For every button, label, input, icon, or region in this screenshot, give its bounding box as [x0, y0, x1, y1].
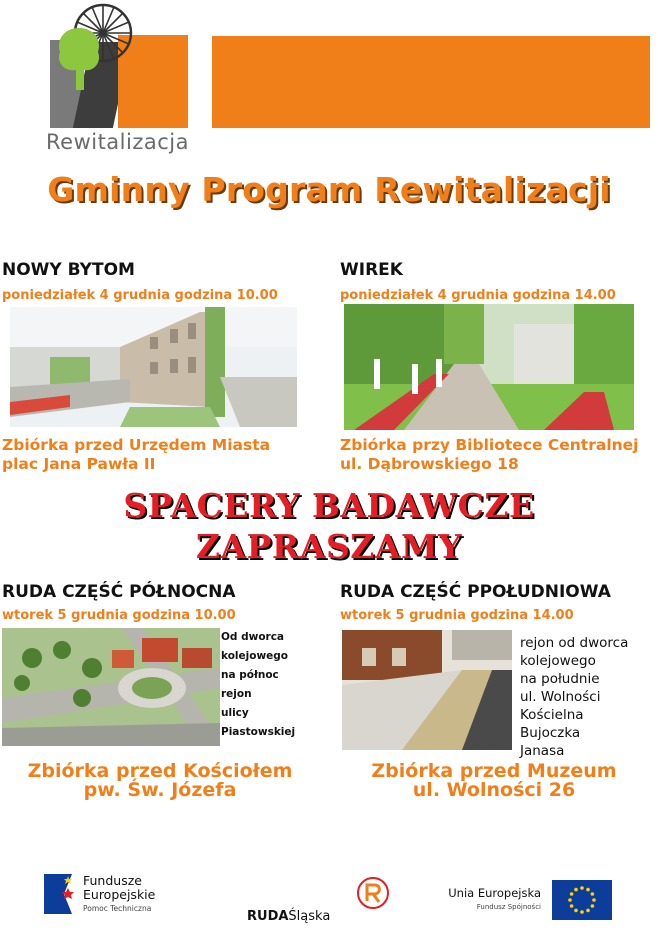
route-line: ulicy	[221, 707, 249, 719]
city-name-rest: Śląska	[288, 909, 331, 924]
event-banner-line1: SPACERY BADAWCZE	[123, 486, 535, 525]
fe-subline: Pomoc Techniczna	[83, 904, 152, 913]
city-name-bold: RUDA	[247, 909, 289, 924]
fe-line: Fundusze	[83, 873, 142, 888]
route-line: Od dworca	[221, 631, 285, 643]
nowy-bytom-street-photo	[10, 307, 297, 427]
ruda-slaska-emblem-icon	[355, 875, 391, 911]
fe-logo-text	[83, 874, 155, 916]
page-title: Gminny Program Rewitalizacji	[47, 170, 611, 209]
walk-date: wtorek 5 grudnia godzina 14.00	[340, 608, 574, 623]
ruda-north-aerial-render	[2, 628, 220, 746]
meeting-point-line1: Zbiórka przed Kościołem	[27, 760, 293, 782]
route-line: Kościelna	[520, 707, 584, 723]
fe-line: Europejskie	[83, 887, 156, 902]
eu-subtext: Fundusz Spójności	[476, 903, 541, 911]
wirek-park-photo	[344, 304, 634, 430]
eu-flag-icon	[552, 880, 612, 920]
route-line: rejon	[221, 688, 252, 700]
meeting-point-line2: plac Jana Pawła II	[2, 455, 156, 473]
route-line: Bujoczka	[520, 725, 581, 741]
city-logo-text	[247, 909, 330, 924]
meeting-point-line1: Zbiórka przed Urzędem Miasta	[2, 436, 271, 454]
walk-date: wtorek 5 grudnia godzina 10.00	[2, 608, 236, 623]
route-description	[221, 628, 295, 742]
walk-date: poniedziałek 4 grudnia godzina 10.00	[2, 288, 278, 303]
event-banner-line2: ZAPRASZAMY	[195, 527, 463, 566]
route-line: kolejowego	[221, 650, 288, 662]
eu-text: Unia Europejska	[448, 886, 541, 900]
route-description	[520, 634, 628, 760]
walk-name: WIREK	[340, 260, 403, 280]
route-line: rejon od dworca	[520, 635, 629, 651]
ruda-south-street-render	[342, 630, 512, 750]
tree-icon	[54, 24, 104, 94]
route-line: Piastowskiej	[221, 726, 296, 738]
walk-name: RUDA CZĘŚĆ PÓŁNOCNA	[2, 582, 236, 602]
meeting-point-line1: Zbiórka przy Bibliotece Centralnej	[340, 436, 639, 454]
route-line: na północ	[221, 669, 279, 681]
meeting-point-line1: Zbiórka przed Muzeum	[371, 760, 617, 782]
route-line: Janasa	[520, 743, 565, 759]
route-line: kolejowego	[520, 653, 596, 669]
walk-name: RUDA CZĘŚĆ PPOŁUDNIOWA	[340, 582, 611, 602]
route-line: na południe	[520, 671, 600, 687]
header-orange-banner	[212, 36, 650, 128]
meeting-point-line2: pw. Św. Józefa	[83, 779, 237, 801]
meeting-point-line2: ul. Wolności 26	[412, 779, 576, 801]
route-line: ul. Wolności	[520, 689, 601, 705]
walk-date: poniedziałek 4 grudnia godzina 14.00	[340, 288, 616, 303]
fundusze-europejskie-logo-icon	[42, 870, 82, 918]
walk-name: NOWY BYTOM	[2, 260, 135, 280]
logo-text: Rewitalizacja	[46, 130, 189, 154]
meeting-point-line2: ul. Dąbrowskiego 18	[340, 455, 519, 473]
